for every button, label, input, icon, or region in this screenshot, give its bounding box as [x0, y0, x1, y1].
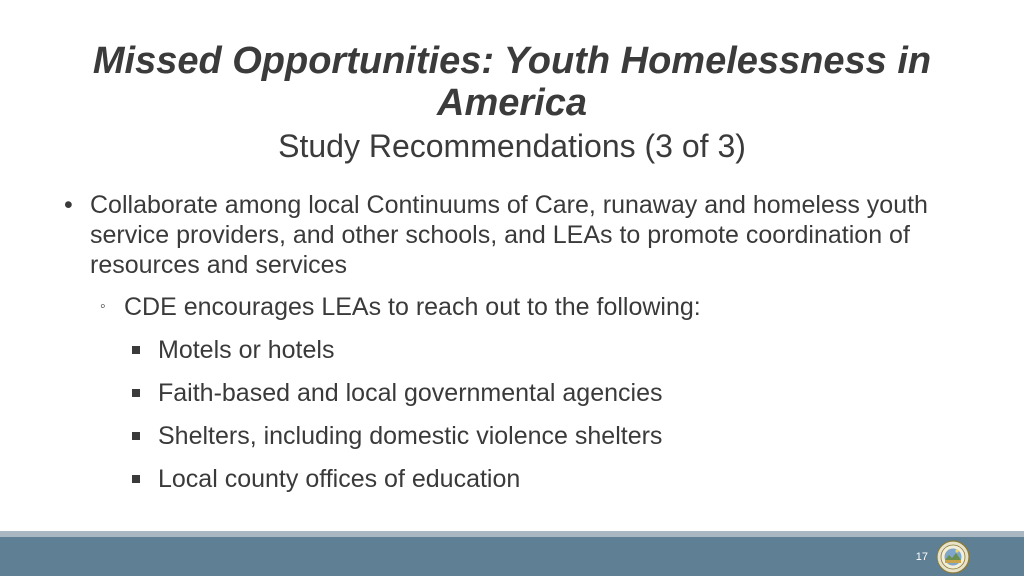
- bullet-level1: [62, 190, 962, 280]
- square-bullet-icon: [132, 389, 140, 397]
- bullet-level2-text: CDE encourages LEAs to reach out to the following:: [124, 293, 701, 321]
- list-item-text: Motels or hotels: [158, 336, 335, 364]
- title-block: [40, 40, 984, 166]
- bullet-level3-list: [132, 335, 962, 494]
- bullet-dot-icon: •: [64, 191, 73, 219]
- footer-bar: [0, 537, 1024, 576]
- slide-content: [62, 190, 962, 507]
- list-item: [132, 378, 962, 408]
- slide-title: Missed Opportunities: Youth Homelessness in America: [92, 40, 932, 124]
- square-bullet-icon: [132, 475, 140, 483]
- list-item-text: Shelters, including domestic violence shelters: [158, 422, 663, 450]
- slide-subtitle: Study Recommendations (3 of 3): [278, 128, 746, 164]
- state-seal-icon: [936, 540, 970, 574]
- page-number: 17: [915, 551, 928, 563]
- list-item: [132, 335, 962, 365]
- list-item: [132, 421, 962, 451]
- list-item-text: Faith-based and local governmental agencies: [158, 379, 663, 407]
- list-item: [132, 464, 962, 494]
- bullet-level2: [100, 292, 962, 322]
- square-bullet-icon: [132, 346, 140, 354]
- bullet-level1-text: Collaborate among local Continuums of Care, runaway and homeless youth service providers, and other schools, and LEAs to promote coordination of resources and services: [90, 191, 928, 279]
- square-bullet-icon: [132, 432, 140, 440]
- bullet-circle-icon: ◦: [100, 298, 106, 315]
- list-item-text: Local county offices of education: [158, 465, 521, 493]
